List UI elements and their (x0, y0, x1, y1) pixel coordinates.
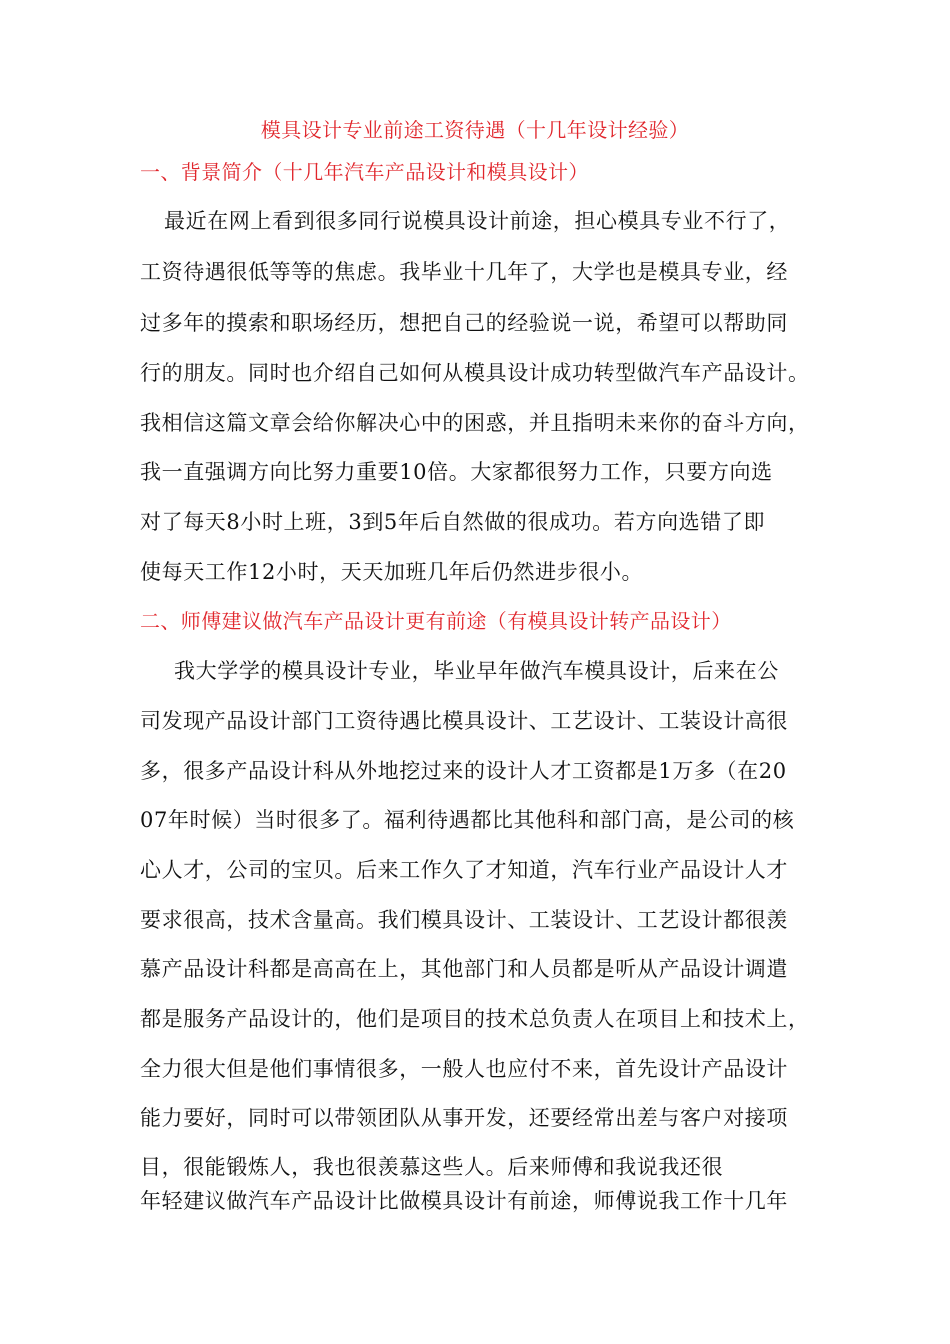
paragraph-line: 能力要好，同时可以带领团队从事开发，还要经常出差与客户对接项 (140, 1106, 788, 1130)
paragraph-line: 年轻建议做汽车产品设计比做模具设计有前途，师傅说我工作十几年 (140, 1189, 788, 1213)
paragraph-line: 07年时候）当时很多了。福利待遇都比其他科和部门高，是公司的核 (140, 808, 795, 832)
paragraph-line: 使每天工作12小时，天天加班几年后仍然进步很小。 (140, 560, 644, 584)
paragraph-line: 工资待遇很低等等的焦虑。我毕业十几年了，大学也是模具专业，经 (140, 260, 788, 284)
paragraph-line: 全力很大但是他们事情很多，一般人也应付不来，首先设计产品设计 (140, 1057, 788, 1081)
paragraph-line: 过多年的摸索和职场经历，想把自己的经验说一说，希望可以帮助同 (140, 311, 788, 335)
section-heading-background: 一、背景简介（十几年汽车产品设计和模具设计） (140, 160, 589, 184)
paragraph-line: 多，很多产品设计科从外地挖过来的设计人才工资都是1万多（在20 (140, 759, 787, 783)
document-title: 模具设计专业前途工资待遇（十几年设计经验） (260, 118, 690, 142)
paragraph-line: 司发现产品设计部门工资待遇比模具设计、工艺设计、工装设计高很 (140, 709, 788, 733)
paragraph-line: 心人才，公司的宝贝。后来工作久了才知道，汽车行业产品设计人才 (140, 858, 788, 882)
paragraph-line: 行的朋友。同时也介绍自己如何从模具设计成功转型做汽车产品设计。 (140, 361, 810, 385)
paragraph-line: 我大学学的模具设计专业，毕业早年做汽车模具设计，后来在公 (174, 659, 779, 683)
paragraph-line: 最近在网上看到很多同行说模具设计前途，担心模具专业不行了， (164, 209, 791, 233)
paragraph-line: 都是服务产品设计的，他们是项目的技术总负责人在项目上和技术上， (140, 1007, 810, 1031)
paragraph-line: 目，很能锻炼人，我也很羡慕这些人。后来师傅和我说我还很 (140, 1155, 724, 1179)
paragraph-line: 要求很高，技术含量高。我们模具设计、工装设计、工艺设计都很羡 (140, 908, 788, 932)
paragraph-line: 我相信这篇文章会给你解决心中的困惑，并且指明未来你的奋斗方向， (140, 411, 810, 435)
paragraph-line: 对了每天8小时上班，3到5年后自然做的很成功。若方向选错了即 (140, 510, 766, 534)
paragraph-line: 我一直强调方向比努力重要10倍。大家都很努力工作，只要方向选 (140, 460, 773, 484)
paragraph-line: 慕产品设计科都是高高在上，其他部门和人员都是听从产品设计调遣 (140, 957, 788, 981)
section-heading-advice: 二、师傅建议做汽车产品设计更有前途（有模具设计转产品设计） (140, 609, 732, 633)
